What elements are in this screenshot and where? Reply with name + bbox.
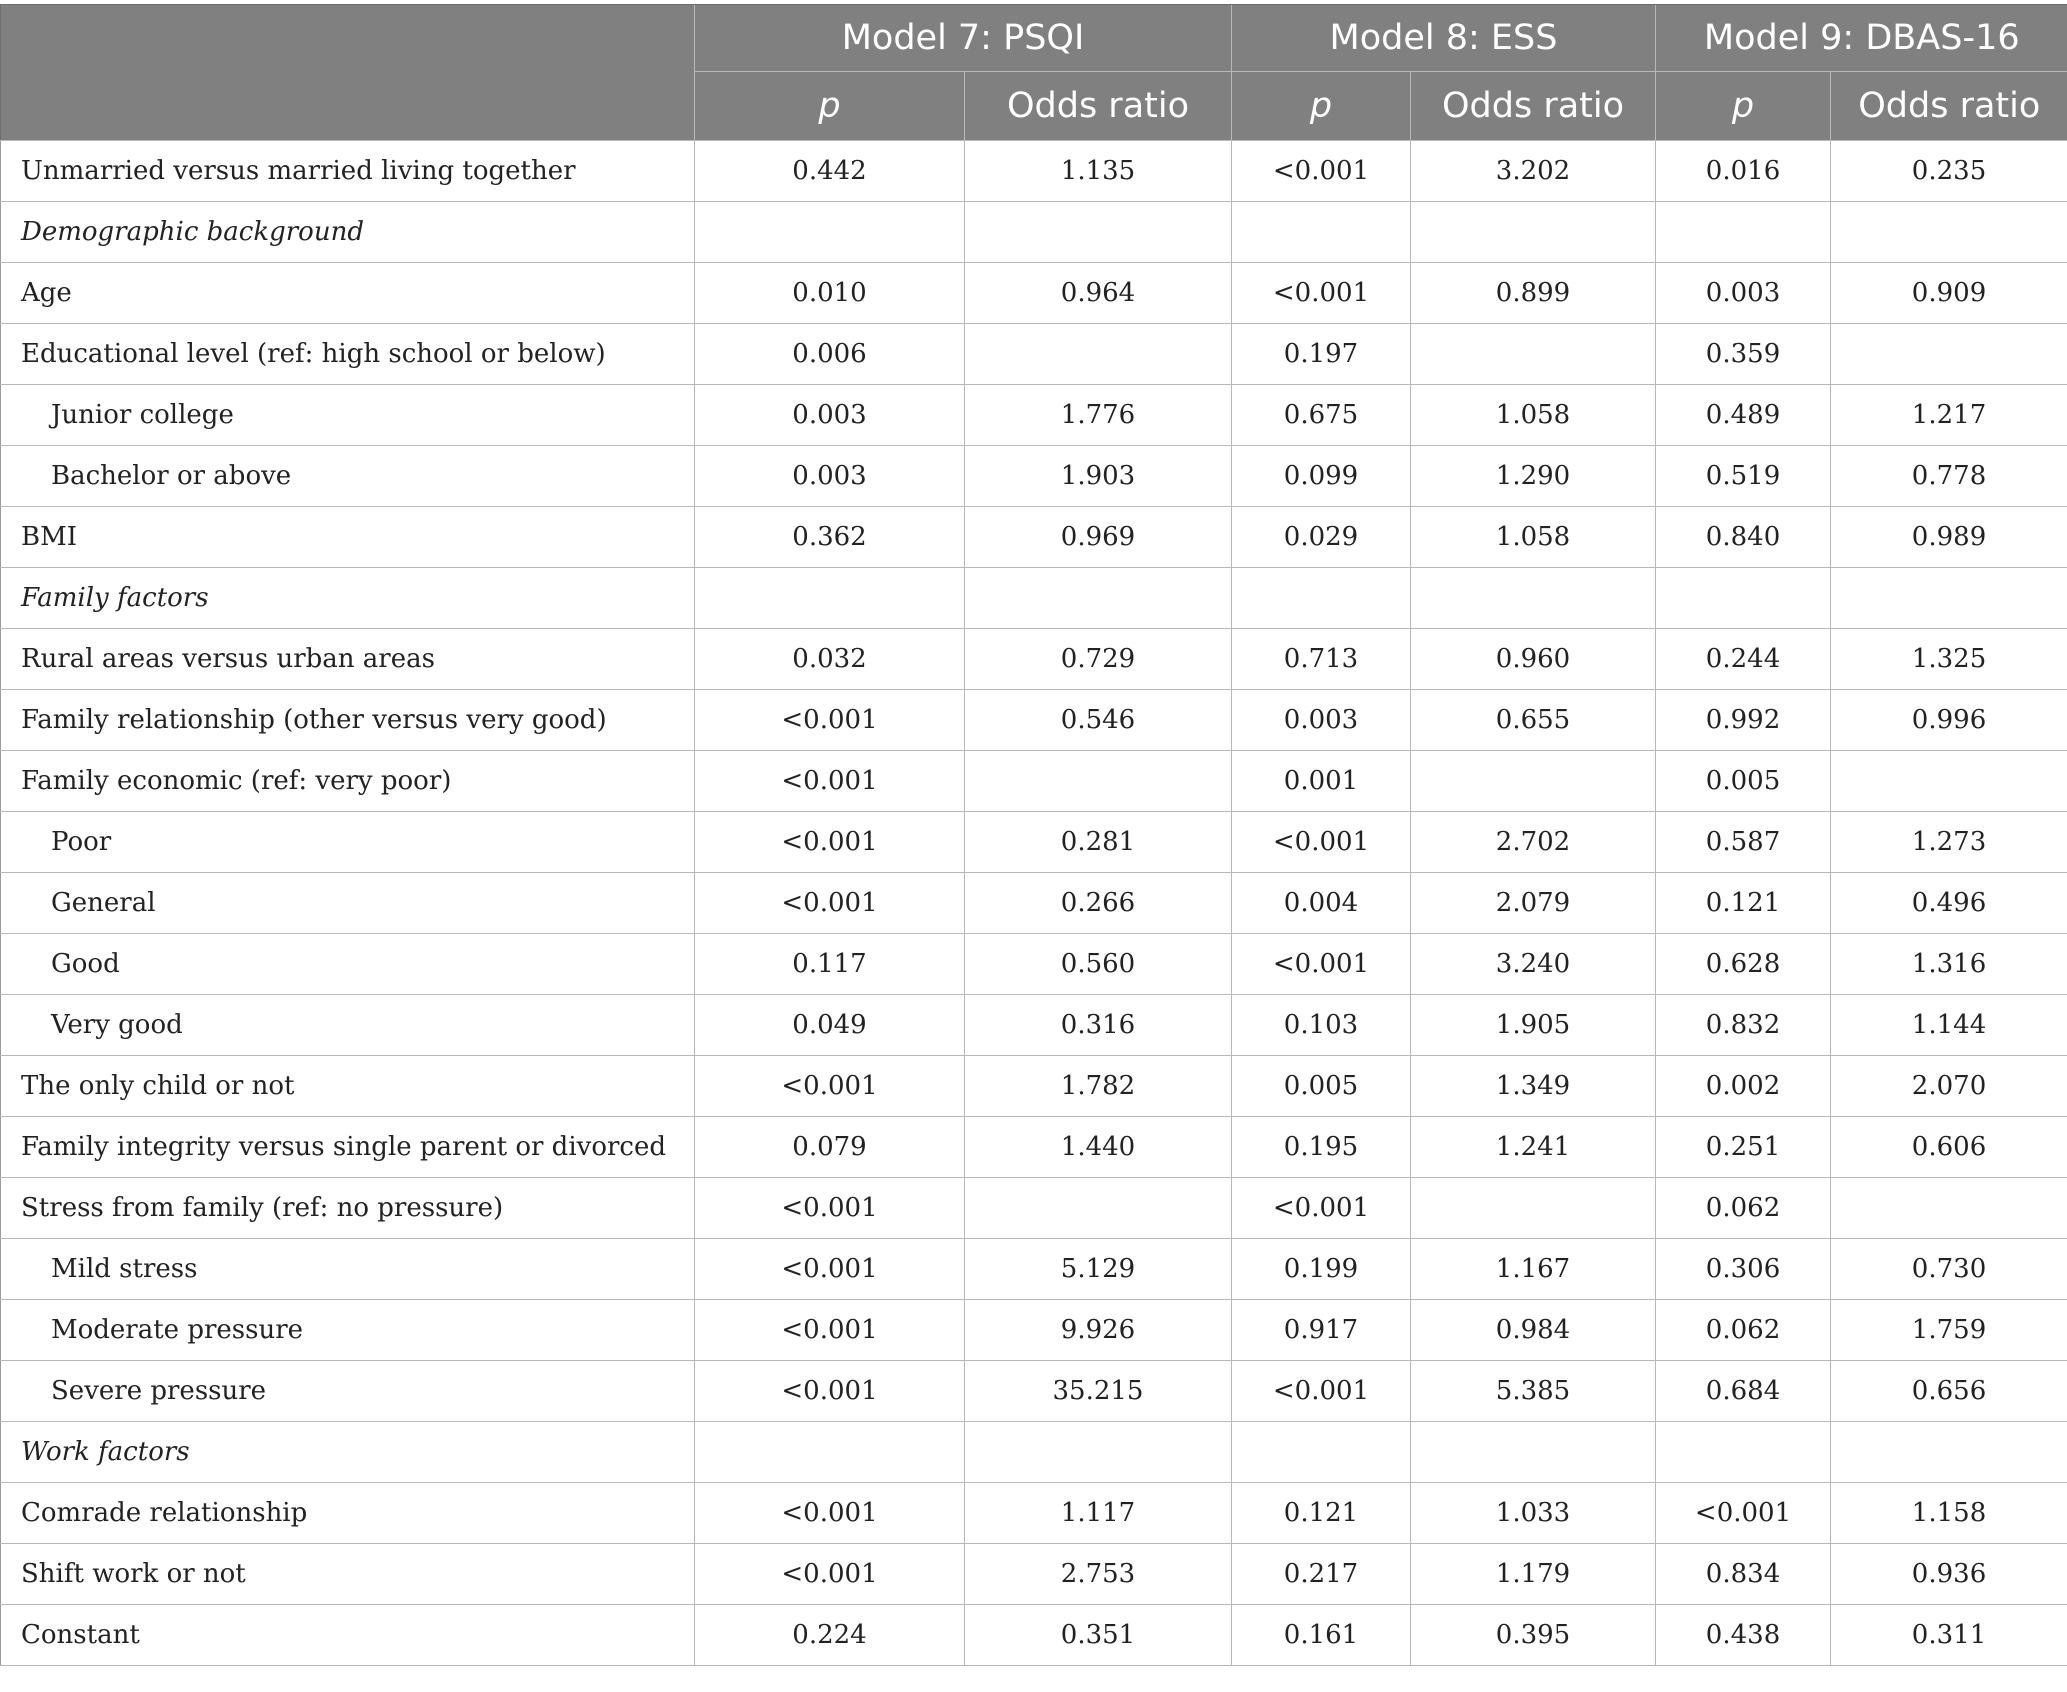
odds-ratio-cell-model-7: 1.776 [965,385,1232,446]
p-value-cell-model-9: 0.003 [1656,263,1831,324]
odds-ratio-cell-model-8: 1.290 [1411,446,1656,507]
table-row [1,1117,2067,1178]
p-value-cell-model-7: <0.001 [695,690,965,751]
table-row [1,934,2067,995]
table-row [1,1483,2067,1544]
odds-ratio-cell-model-8 [1411,324,1656,385]
p-value-cell-model-9: 0.438 [1656,1605,1831,1666]
p-value-cell-model-9: 0.834 [1656,1544,1831,1605]
p-value-cell-model-8: <0.001 [1232,1178,1411,1239]
p-value-cell-model-7: <0.001 [695,1483,965,1544]
odds-ratio-cell-model-9: 0.936 [1831,1544,2067,1605]
odds-ratio-cell-model-7 [965,1178,1232,1239]
row-label: Very good [1,995,695,1056]
odds-ratio-cell-model-8 [1411,1178,1656,1239]
p-value-cell-model-7: 0.006 [695,324,965,385]
p-value-cell-model-7: 0.049 [695,995,965,1056]
table-row [1,263,2067,324]
header-model-7: Model 7: PSQI [695,5,1232,72]
p-value-cell-model-7: 0.442 [695,141,965,202]
p-value-cell-model-8: 0.675 [1232,385,1411,446]
p-value-cell-model-8: 0.199 [1232,1239,1411,1300]
p-value-cell-model-7: <0.001 [695,873,965,934]
section-row [1,202,2067,263]
table-header [1,5,2067,141]
odds-ratio-cell-model-7: 0.560 [965,934,1232,995]
p-value-cell-model-8: 0.161 [1232,1605,1411,1666]
odds-ratio-cell-model-8: 1.033 [1411,1483,1656,1544]
row-label: Shift work or not [1,1544,695,1605]
odds-ratio-cell-model-8: 3.240 [1411,934,1656,995]
row-label: Family economic (ref: very poor) [1,751,695,812]
odds-ratio-cell-model-8: 0.655 [1411,690,1656,751]
p-value-cell-model-9: 0.121 [1656,873,1831,934]
table-row [1,1544,2067,1605]
row-label: Mild stress [1,1239,695,1300]
odds-ratio-cell-model-8 [1411,202,1656,263]
odds-ratio-cell-model-9 [1831,568,2067,629]
table-row [1,507,2067,568]
odds-ratio-cell-model-9 [1831,324,2067,385]
p-value-cell-model-8: <0.001 [1232,934,1411,995]
p-value-cell-model-8: 0.121 [1232,1483,1411,1544]
odds-ratio-cell-model-9: 0.996 [1831,690,2067,751]
odds-ratio-cell-model-9 [1831,202,2067,263]
p-value-cell-model-9: <0.001 [1656,1483,1831,1544]
p-value-cell-model-9: 0.062 [1656,1300,1831,1361]
p-value-cell-model-8: 0.103 [1232,995,1411,1056]
p-value-cell-model-9: 0.992 [1656,690,1831,751]
p-value-cell-model-9 [1656,1422,1831,1483]
p-value-cell-model-7: 0.003 [695,385,965,446]
odds-ratio-cell-model-9: 0.909 [1831,263,2067,324]
odds-ratio-cell-model-9: 1.273 [1831,812,2067,873]
odds-ratio-cell-model-7 [965,202,1232,263]
p-value-cell-model-8: <0.001 [1232,812,1411,873]
p-value-cell-model-7: 0.224 [695,1605,965,1666]
p-value-cell-model-8: 0.195 [1232,1117,1411,1178]
p-value-cell-model-8 [1232,202,1411,263]
odds-ratio-cell-model-9: 1.158 [1831,1483,2067,1544]
header-p-model-7: p [695,72,965,141]
odds-ratio-cell-model-7: 0.351 [965,1605,1232,1666]
header-p-model-8: p [1232,72,1411,141]
row-label: Junior college [1,385,695,446]
p-value-cell-model-7: <0.001 [695,751,965,812]
table-row [1,629,2067,690]
p-value-cell-model-9: 0.306 [1656,1239,1831,1300]
table-row [1,385,2067,446]
p-value-cell-model-7: <0.001 [695,1544,965,1605]
odds-ratio-cell-model-7: 0.964 [965,263,1232,324]
odds-ratio-cell-model-7 [965,751,1232,812]
table-row [1,324,2067,385]
p-value-cell-model-8: 0.099 [1232,446,1411,507]
odds-ratio-cell-model-9: 0.311 [1831,1605,2067,1666]
row-label: Constant [1,1605,695,1666]
row-label: Comrade relationship [1,1483,695,1544]
odds-ratio-cell-model-9: 0.235 [1831,141,2067,202]
odds-ratio-cell-model-9 [1831,1178,2067,1239]
odds-ratio-cell-model-8: 2.079 [1411,873,1656,934]
row-label: BMI [1,507,695,568]
p-value-cell-model-7: <0.001 [695,1361,965,1422]
p-value-cell-model-8: 0.217 [1232,1544,1411,1605]
odds-ratio-cell-model-8: 1.179 [1411,1544,1656,1605]
p-value-cell-model-9: 0.840 [1656,507,1831,568]
odds-ratio-cell-model-7: 0.316 [965,995,1232,1056]
table-row [1,690,2067,751]
p-value-cell-model-9: 0.251 [1656,1117,1831,1178]
p-value-cell-model-9: 0.587 [1656,812,1831,873]
odds-ratio-cell-model-7: 0.729 [965,629,1232,690]
p-value-cell-model-7: <0.001 [695,1300,965,1361]
p-value-cell-model-9: 0.628 [1656,934,1831,995]
table-row [1,1056,2067,1117]
row-label: Moderate pressure [1,1300,695,1361]
section-label: Demographic background [1,202,695,263]
odds-ratio-cell-model-8 [1411,568,1656,629]
odds-ratio-cell-model-9: 0.496 [1831,873,2067,934]
odds-ratio-cell-model-8: 0.984 [1411,1300,1656,1361]
header-p-model-9: p [1656,72,1831,141]
odds-ratio-cell-model-7: 0.281 [965,812,1232,873]
p-value-cell-model-9: 0.062 [1656,1178,1831,1239]
odds-ratio-cell-model-7: 0.969 [965,507,1232,568]
row-label: General [1,873,695,934]
table-row [1,141,2067,202]
odds-ratio-cell-model-7: 35.215 [965,1361,1232,1422]
p-value-cell-model-7: 0.010 [695,263,965,324]
p-value-cell-model-7 [695,568,965,629]
row-label: Unmarried versus married living together [1,141,695,202]
p-value-cell-model-7: 0.079 [695,1117,965,1178]
odds-ratio-cell-model-9: 0.656 [1831,1361,2067,1422]
p-value-cell-model-8: 0.003 [1232,690,1411,751]
table-row [1,1178,2067,1239]
odds-ratio-cell-model-8: 3.202 [1411,141,1656,202]
p-value-cell-model-8: 0.197 [1232,324,1411,385]
odds-ratio-cell-model-7: 1.903 [965,446,1232,507]
row-label: Bachelor or above [1,446,695,507]
p-value-cell-model-7: 0.003 [695,446,965,507]
odds-ratio-cell-model-9: 0.606 [1831,1117,2067,1178]
p-value-cell-model-7: 0.117 [695,934,965,995]
odds-ratio-cell-model-9 [1831,751,2067,812]
odds-ratio-cell-model-8: 5.385 [1411,1361,1656,1422]
p-value-cell-model-8: <0.001 [1232,141,1411,202]
odds-ratio-cell-model-8: 0.395 [1411,1605,1656,1666]
table-row [1,751,2067,812]
table-row [1,812,2067,873]
p-value-cell-model-9: 0.016 [1656,141,1831,202]
p-value-cell-model-8 [1232,568,1411,629]
p-value-cell-model-7: 0.032 [695,629,965,690]
odds-ratio-cell-model-7: 0.266 [965,873,1232,934]
p-value-cell-model-9: 0.359 [1656,324,1831,385]
row-label: Severe pressure [1,1361,695,1422]
odds-ratio-cell-model-7: 1.782 [965,1056,1232,1117]
odds-ratio-cell-model-7: 1.440 [965,1117,1232,1178]
header-odds-ratio-model-8: Odds ratio [1411,72,1656,141]
p-value-cell-model-8: 0.005 [1232,1056,1411,1117]
p-value-cell-model-8: 0.029 [1232,507,1411,568]
row-label: Family relationship (other versus very good) [1,690,695,751]
odds-ratio-cell-model-9 [1831,1422,2067,1483]
odds-ratio-cell-model-8: 2.702 [1411,812,1656,873]
section-label: Work factors [1,1422,695,1483]
p-value-cell-model-9: 0.489 [1656,385,1831,446]
odds-ratio-cell-model-8: 1.167 [1411,1239,1656,1300]
p-value-cell-model-7: <0.001 [695,1056,965,1117]
odds-ratio-cell-model-7: 1.117 [965,1483,1232,1544]
p-value-cell-model-9 [1656,568,1831,629]
table-row [1,1361,2067,1422]
odds-ratio-cell-model-9: 1.217 [1831,385,2067,446]
row-label: Stress from family (ref: no pressure) [1,1178,695,1239]
odds-ratio-cell-model-9: 1.759 [1831,1300,2067,1361]
row-label: Family integrity versus single parent or divorced [1,1117,695,1178]
p-value-cell-model-7: <0.001 [695,1178,965,1239]
section-row [1,1422,2067,1483]
table-row [1,1605,2067,1666]
odds-ratio-cell-model-7: 5.129 [965,1239,1232,1300]
odds-ratio-cell-model-7 [965,1422,1232,1483]
p-value-cell-model-8: 0.713 [1232,629,1411,690]
odds-ratio-cell-model-8: 1.905 [1411,995,1656,1056]
row-label: Age [1,263,695,324]
p-value-cell-model-8: <0.001 [1232,1361,1411,1422]
p-value-cell-model-8: 0.004 [1232,873,1411,934]
p-value-cell-model-7: <0.001 [695,812,965,873]
table-row [1,995,2067,1056]
odds-ratio-cell-model-8: 0.960 [1411,629,1656,690]
odds-ratio-cell-model-8: 1.349 [1411,1056,1656,1117]
row-label: Good [1,934,695,995]
row-label: Rural areas versus urban areas [1,629,695,690]
odds-ratio-cell-model-9: 0.989 [1831,507,2067,568]
p-value-cell-model-9: 0.244 [1656,629,1831,690]
odds-ratio-cell-model-7: 1.135 [965,141,1232,202]
header-model-8: Model 8: ESS [1232,5,1656,72]
odds-ratio-cell-model-7: 9.926 [965,1300,1232,1361]
odds-ratio-cell-model-8 [1411,1422,1656,1483]
odds-ratio-cell-model-7: 0.546 [965,690,1232,751]
header-odds-ratio-model-9: Odds ratio [1831,72,2067,141]
p-value-cell-model-8: 0.001 [1232,751,1411,812]
odds-ratio-cell-model-9: 0.778 [1831,446,2067,507]
p-value-cell-model-9: 0.684 [1656,1361,1831,1422]
p-value-cell-model-7 [695,202,965,263]
odds-ratio-cell-model-7 [965,568,1232,629]
p-value-cell-model-8: 0.917 [1232,1300,1411,1361]
header-corner-cell [1,5,695,141]
p-value-cell-model-9 [1656,202,1831,263]
odds-ratio-cell-model-9: 0.730 [1831,1239,2067,1300]
results-table [0,4,2067,1666]
odds-ratio-cell-model-8 [1411,751,1656,812]
odds-ratio-cell-model-8: 0.899 [1411,263,1656,324]
odds-ratio-cell-model-9: 1.144 [1831,995,2067,1056]
section-row [1,568,2067,629]
p-value-cell-model-9: 0.519 [1656,446,1831,507]
odds-ratio-cell-model-9: 1.316 [1831,934,2067,995]
odds-ratio-cell-model-7: 2.753 [965,1544,1232,1605]
p-value-cell-model-8 [1232,1422,1411,1483]
row-label: The only child or not [1,1056,695,1117]
odds-ratio-cell-model-9: 2.070 [1831,1056,2067,1117]
header-model-9: Model 9: DBAS-16 [1656,5,2067,72]
table-row [1,446,2067,507]
table-row [1,1300,2067,1361]
row-label: Poor [1,812,695,873]
header-odds-ratio-model-7: Odds ratio [965,72,1232,141]
p-value-cell-model-7 [695,1422,965,1483]
p-value-cell-model-9: 0.005 [1656,751,1831,812]
p-value-cell-model-7: 0.362 [695,507,965,568]
table-row [1,1239,2067,1300]
odds-ratio-cell-model-8: 1.058 [1411,385,1656,446]
p-value-cell-model-7: <0.001 [695,1239,965,1300]
row-label: Educational level (ref: high school or below) [1,324,695,385]
odds-ratio-cell-model-8: 1.241 [1411,1117,1656,1178]
table-body [1,141,2067,1666]
odds-ratio-cell-model-8: 1.058 [1411,507,1656,568]
p-value-cell-model-8: <0.001 [1232,263,1411,324]
p-value-cell-model-9: 0.002 [1656,1056,1831,1117]
p-value-cell-model-9: 0.832 [1656,995,1831,1056]
section-label: Family factors [1,568,695,629]
table-row [1,873,2067,934]
odds-ratio-cell-model-7 [965,324,1232,385]
odds-ratio-cell-model-9: 1.325 [1831,629,2067,690]
